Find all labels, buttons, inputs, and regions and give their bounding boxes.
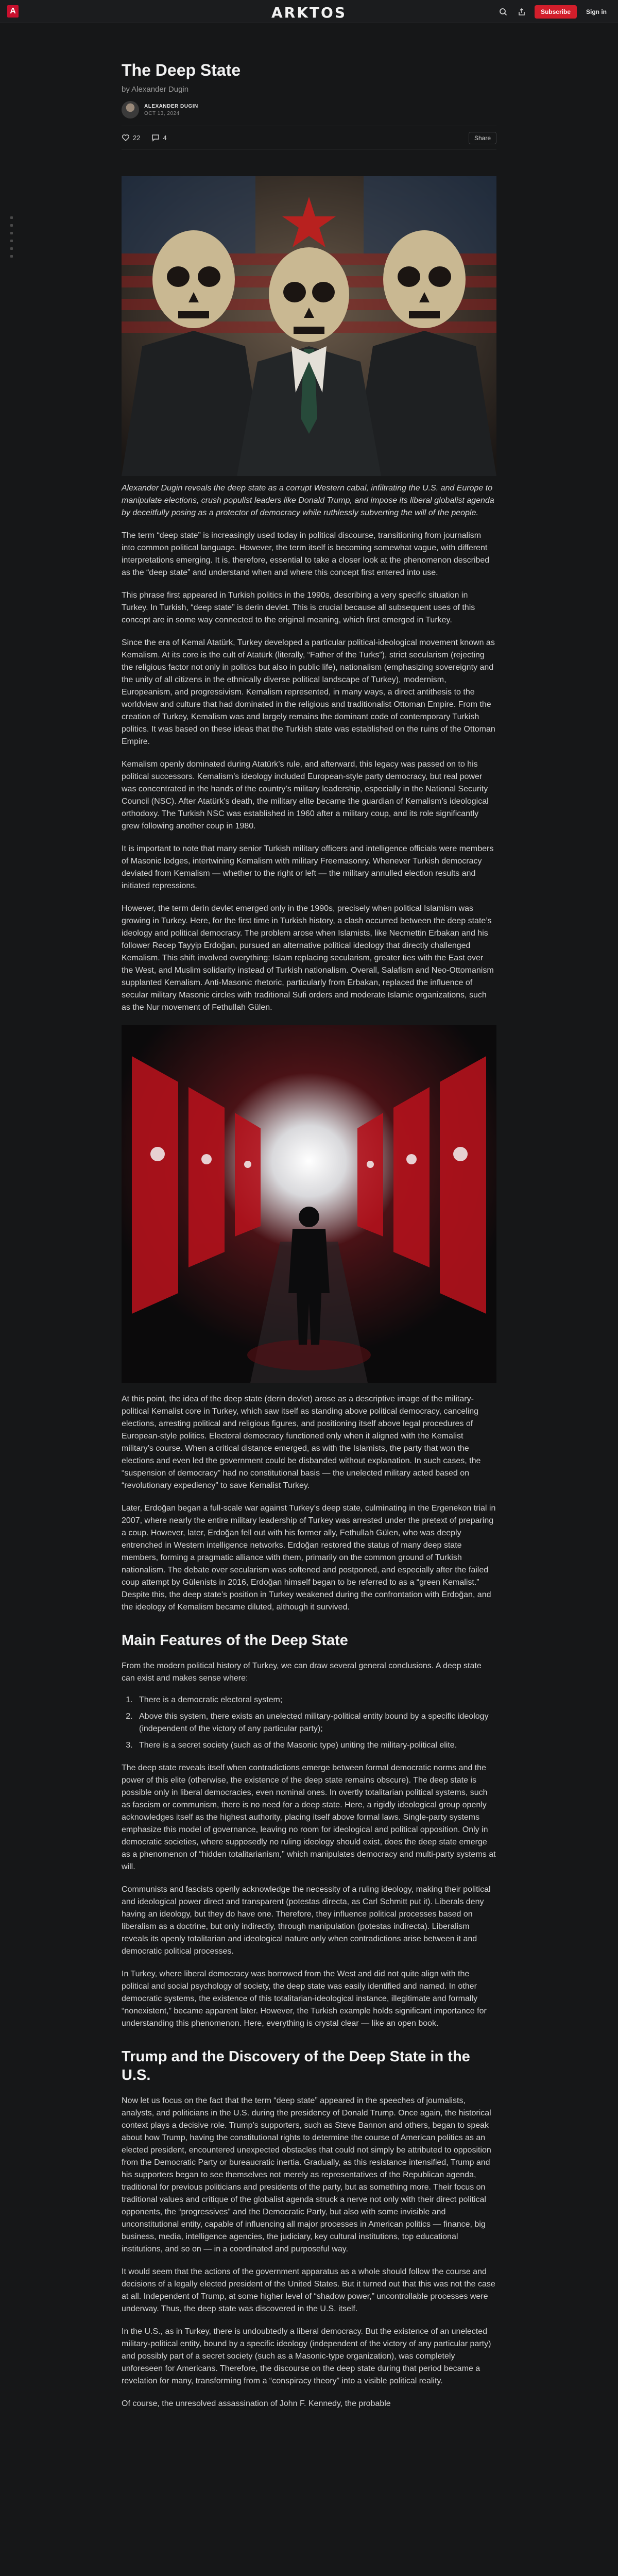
- hero-caption: Alexander Dugin reveals the deep state as a corrupt Western cabal, infiltrating the U.S. and Europe to manipulate elections, crush populist leaders like Donald Trump, and impose its liberal globalist agenda by deceitfully posing as a protector of democracy while ruthlessly subverting the will of the people.: [122, 484, 494, 517]
- rail-marker: [10, 216, 13, 219]
- post-actions-bar: [122, 126, 496, 149]
- subscribe-button[interactable]: Subscribe: [535, 5, 577, 19]
- paragraph: In the U.S., as in Turkey, there is undoubtedly a liberal democracy. But the existence of an unelected military-political entity, bound by a specific ideology (independent of the victory of any particular party) and possibly part of a secret society (such as a Masonic-type organization), was completely unforeseen for Americans. Therefore, the discourse on the deep state during that period became a revelation for many, transforming from a “conspiracy theory” into a visible political reality.: [122, 2327, 491, 2385]
- list-item: 3. There is a secret society (such as of the Masonic type) uniting the military-political elite.: [135, 1739, 496, 1752]
- article-subtitle: by Alexander Dugin: [122, 85, 189, 94]
- author-avatar[interactable]: [122, 101, 139, 118]
- top-navigation-bar: [0, 0, 618, 23]
- rail-marker: [10, 232, 13, 234]
- header-actions: [497, 5, 609, 19]
- paragraph: It would seem that the actions of the government apparatus as a whole should follow the course and decisions of a legally elected president of the United States. But it turned out that this was not the case at all. Independent of Trump, at some higher level of “shadow power,” uncontrollable processes were underway. Thus, the deep state was discovered in the U.S. itself.: [122, 2267, 495, 2313]
- paragraph: This phrase first appeared in Turkish politics in the 1990s, describing a very specific situation in Turkey. In Turkish, “deep state” is derin devlet. This is crucial because all subsequent uses of this concept are in some way connected to the original meaning, which first emerged in Turkey.: [122, 591, 475, 624]
- paragraph: It is important to note that many senior Turkish military officers and intelligence officials were members of Masonic lodges, intertwining Kemalism with military Freemasonry. Whenever Turkish democracy deviated from Kemalism — whether to the right or left — the military annulled election results and initiated repressions.: [122, 844, 494, 890]
- paragraph: Kemalism openly dominated during Atatürk’s rule, and afterward, this legacy was passed on to his political successors. Kemalism’s ideology included European-style party democracy, but real power was concentrated in the hands of the country’s military leadership, especially in the National Security Council (NSC). After Atatürk’s death, the military elite became the guardian of Kemalism’s ideological orthodoxy. The Turkish NSC was established in 1960 after a military coup, and its role significantly grew following another coup in 1980.: [122, 760, 489, 831]
- arktos-logo[interactable]: A: [7, 5, 19, 18]
- byline: [122, 101, 496, 118]
- sign-in-button[interactable]: Sign in: [586, 8, 607, 15]
- brand-name[interactable]: ARKTOS: [271, 4, 347, 21]
- paragraph: The deep state reveals itself when contradictions emerge between formal democratic norms and the power of this elite (otherwise, the existence of the deep state remains obscure). The deep state is possible only in liberal democracies, even nominal ones. In overtly totalitarian political systems, such as fascism or communism, there is no need for a deep state. Here, a rigidly ideological group openly acknowledges itself as the highest authority, placing itself above formal laws. Single-party systems emphasize this model of governance, leaving no room for ideological and political opposition. Only in democratic societies, where supposedly no ruling ideology should exist, does the deep state emerge as a phenomenon of “hidden totalitarianism,” which manipulates democracy and multi-party systems at will.: [122, 1764, 496, 1871]
- comments-button[interactable]: [151, 133, 166, 142]
- list-item: 1. There is a democratic electoral system;: [135, 1694, 496, 1706]
- paragraph: Later, Erdoğan began a full-scale war against Turkey’s deep state, culminating in the Ergenekon trial in 2007, where nearly the entire military leadership of Turkey was arrested under the pretext of preparing a coup. However, later, Erdoğan fell out with his former ally, Fethullah Gülen, who was deeply entrenched in Western intelligence networks. Erdoğan restored the status of many deep state members, forming a pragmatic alliance with them, primarily on the common ground of Turkish nationalism. The debate over secularism was softened and postponed, and especially after the failed coup attempt by Gülenists in 2016, Erdoğan himself began to be referred to as a “green Kemalist.” Despite this, the deep state’s position in Turkey weakened during the confrontation with Erdoğan, and the ideology of Kemalism became diluted, although it survived.: [122, 1504, 496, 1612]
- paragraph: Of course, the unresolved assassination of John F. Kennedy, the probable: [122, 2399, 391, 2408]
- rail-marker: [10, 255, 13, 258]
- author-name[interactable]: ALEXANDER DUGIN: [144, 103, 198, 109]
- like-count: 22: [133, 133, 141, 142]
- tunnel-image[interactable]: [122, 1025, 496, 1383]
- paragraph: In Turkey, where liberal democracy was borrowed from the West and did not quite align with the political and social psychology of society, the deep state was easily identified and named. In other democratic systems, the existence of this totalitarian-ideological instance, illegitimate and formally “nonexistent,” became apparent later. However, the Turkish example holds significant importance for understanding this phenomenon. Here, everything is crystal clear — like an open book.: [122, 1970, 487, 2028]
- like-button[interactable]: [122, 133, 140, 142]
- paragraph: The term “deep state” is increasingly used today in political discourse, transitioning from journalism into common political language. However, the term itself is becoming somewhat vague, with different interpretations emerging. It is, therefore, essential to take a closer look at the phenomenon described as the “deep state” and understand when and where this concept first entered into use.: [122, 531, 490, 577]
- rail-marker: [10, 247, 13, 250]
- paragraph: Now let us focus on the fact that the term “deep state” appeared in the speeches of journalists, analysts, and politicians in the U.S. during the presidency of Donald Trump. Once again, the historical context plays a decisive role. Trump’s supporters, such as Steve Bannon and others, began to speak about how Trump, having the constitutional rights to determine the course of American politics as an elected president, encountered unexpected obstacles that could not simply be attributed to opposition from the Democratic Party or bureaucratic inertia. Gradually, as this resistance intensified, Trump and his supporters began to see themselves not merely as representatives of the Republican agenda, traditional for previous politicians and presidents of the party, but as something more. Their focus on traditional values and critique of the globalist agenda struck a nerve not only with their direct political opponents, the “progressives” and the Democratic Party, but also with some invisible and unconstitutional entity, capable of influencing all major processes in American politics — finance, big business, media, intelligence agencies, the judiciary, key cultural institutions, top educational institutions, and so on — in a coordinated and purposeful way.: [122, 2096, 491, 2253]
- paragraph: However, the term derin devlet emerged only in the 1990s, precisely when political Islamism was growing in Turkey. Here, for the first time in Turkish history, a clash occurred between the deep state’s ideology and political democracy. The problem arose when Islamists, like Necmettin Erbakan and his follower Recep Tayyip Erdoğan, pursued an alternative political ideology that directly challenged Kemalism. This shift involved everything: Islam replacing secularism, greater ties with the East over the West, and Muslim solidarity instead of Turkish nationalism. Overall, Salafism and Neo-Ottomanism supplanted Kemalism. Anti-Masonic rhetoric, particularly from Erbakan, replaced the influence of secular military Masonic circles with traditional Sufi orders and moderate Islamic organizations, such as the Nur movement of Fethullah Gülen.: [122, 904, 494, 1012]
- list-item: 2. Above this system, there exists an unelected military-political entity bound by a specific ideology (independent of the victory of any particular party);: [135, 1710, 496, 1735]
- hero-image[interactable]: [122, 176, 496, 476]
- section-heading: Trump and the Discovery of the Deep State in the U.S.: [122, 2048, 470, 2083]
- paragraph: From the modern political history of Turkey, we can draw several general conclusions. A deep state can exist and makes sense where:: [122, 1662, 482, 1683]
- article-body: [122, 61, 496, 2410]
- paragraph: Communists and fascists openly acknowledge the necessity of a ruling ideology, making their political and ideological power direct and transparent (potestas directa, as Carl Schmitt put it). Liberals deny having an ideology, but they do have one. Therefore, they influence political processes based on liberalism as a doctrine, but only indirectly, through manipulation (potestas indirecta). Liberalism reveals its openly totalitarian and ideological nature only when contradictions arise between it and democratic political processes.: [122, 1885, 491, 1956]
- paragraph: Since the era of Kemal Atatürk, Turkey developed a particular political-ideological movement known as Kemalism. At its core is the cult of Atatürk (literally, “Father of the Turks”), strict secularism (rejecting the religious factor not only in politics but also in public life), nationalism (emphasizing sovereignty and the unity of all citizens in the ethnically diverse political landscape of Turkey), modernism, Europeanism, and progressivism. Kemalism represented, in many ways, a direct antithesis to the worldview and culture that had dominated in the religious and traditionalist Ottoman Empire. From the creation of Turkey, Kemalism was and largely remains the dominant code of contemporary Turkish politics. It was based on these ideas that the Turkish state was established on the ruins of the Ottoman Empire.: [122, 638, 495, 746]
- page-title: The Deep State: [122, 61, 241, 79]
- comment-icon: [151, 133, 160, 142]
- share-button[interactable]: Share: [469, 132, 496, 144]
- rail-marker: [10, 224, 13, 227]
- features-list: [122, 1694, 496, 1752]
- byline-text: [144, 104, 198, 116]
- publish-date: OCT 13, 2024: [144, 110, 180, 116]
- section-heading: Main Features of the Deep State: [122, 1632, 348, 1649]
- share-icon[interactable]: [516, 6, 527, 18]
- heart-icon: [122, 133, 130, 142]
- paragraph: At this point, the idea of the deep state (derin devlet) arose as a descriptive image of the military-political Kemalist core in Turkey, which saw itself as standing above political democracy, canceling elections, arresting political and religious figures, and positioning itself above legal procedures of European-style politics. Electoral democracy functioned only when it aligned with the Kemalist military’s course. When a critical distance emerged, as with the Islamists, the party that won the elections and even led the government could be disbanded without explanation. In such cases, the “suspension of democracy” had no constitutional basis — the unelected military acted based on “revolutionary expediency” to save Kemalist Turkey.: [122, 1395, 481, 1490]
- rail-marker: [10, 240, 13, 242]
- search-icon[interactable]: [497, 6, 509, 18]
- comment-count: 4: [163, 133, 167, 142]
- left-side-rail: [10, 216, 13, 258]
